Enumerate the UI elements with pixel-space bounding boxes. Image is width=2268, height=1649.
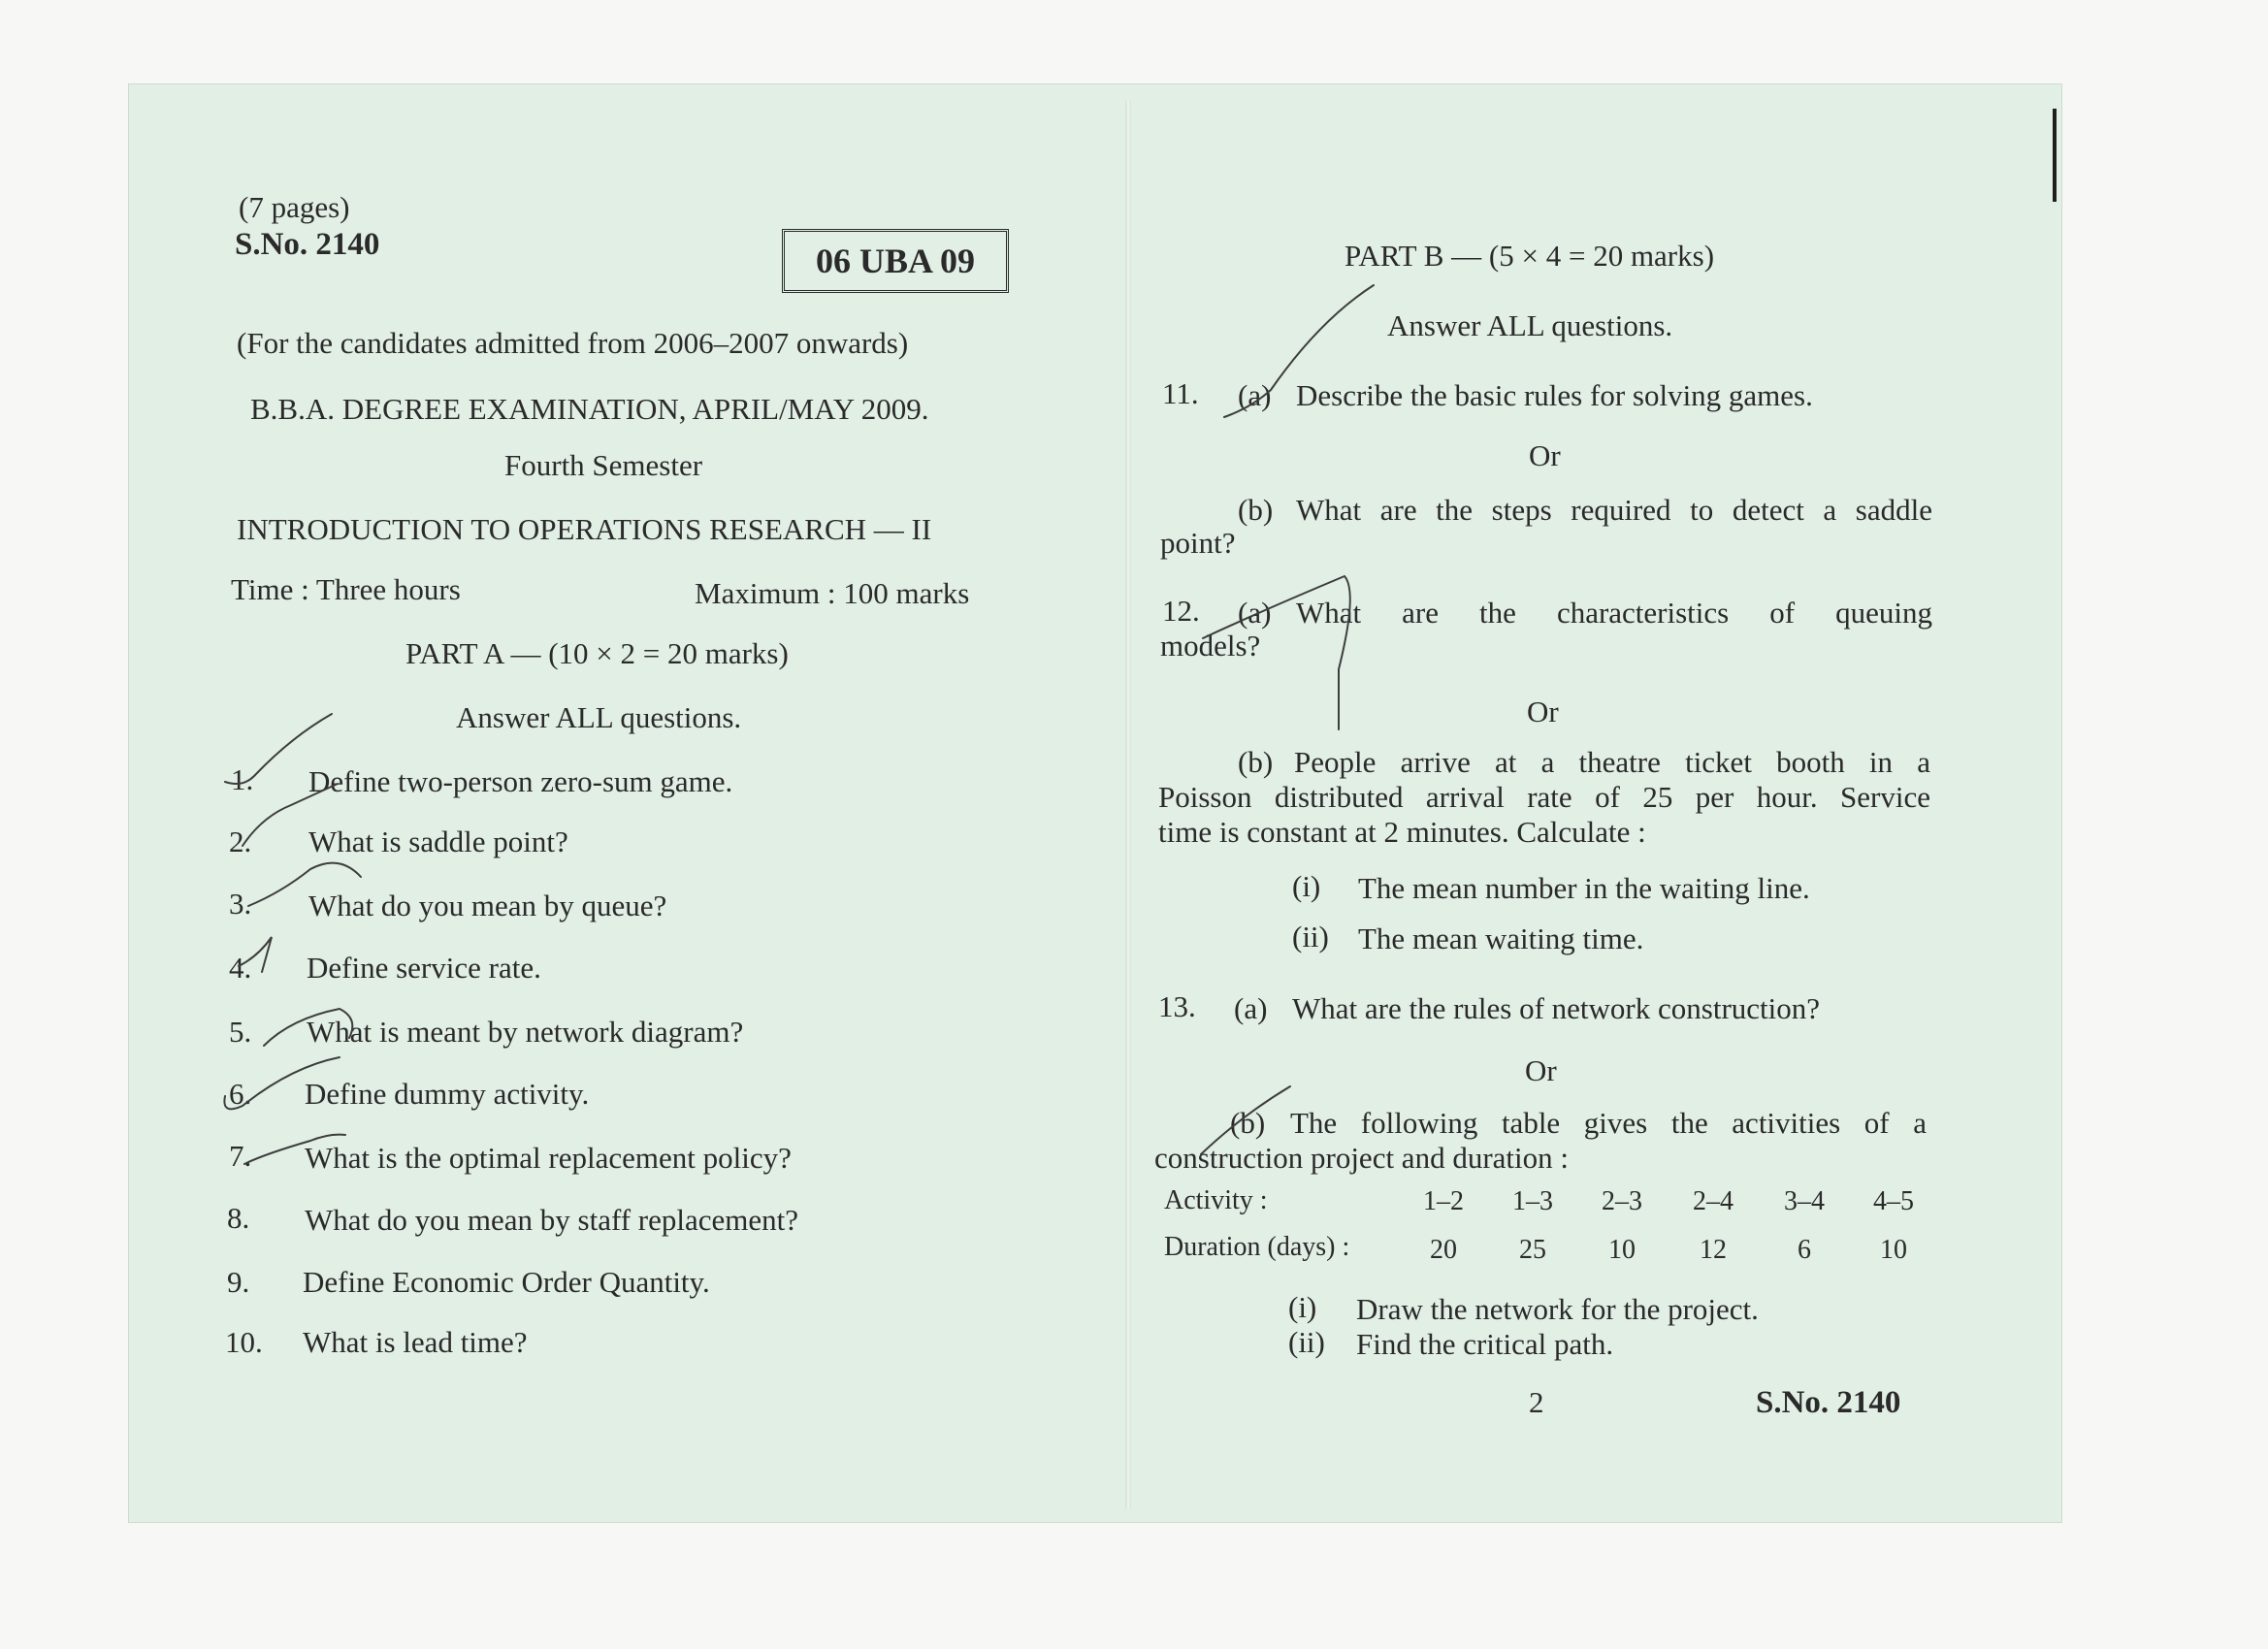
or-separator: Or — [1525, 1053, 1557, 1087]
question-text: Define service rate. — [307, 951, 541, 985]
question-number: 4. — [229, 951, 252, 985]
question-12a-label: (a) — [1238, 596, 1272, 630]
admission-note: (For the candidates admitted from 2006–2007 onwards) — [237, 326, 909, 360]
question-11b-line: What are the steps required to detect a saddle — [1296, 493, 1932, 527]
question-12a-line: models? — [1160, 629, 1261, 663]
table-cell-duration: 20 — [1430, 1235, 1457, 1265]
question-text: What is meant by network diagram? — [307, 1015, 744, 1049]
or-separator: Or — [1529, 438, 1561, 472]
table-cell-activity: 1–3 — [1512, 1186, 1553, 1216]
part-b-title: PART B — (5 × 4 = 20 marks) — [1345, 239, 1715, 273]
question-11a-text: Describe the basic rules for solving games. — [1296, 378, 1813, 412]
question-12a-line: What are the characteristics of queuing — [1296, 596, 1932, 630]
exam-title: B.B.A. DEGREE EXAMINATION, APRIL/MAY 2009. — [250, 392, 929, 426]
question-11b-line: point? — [1160, 526, 1236, 560]
scan-edge-mark — [2053, 109, 2057, 202]
table-cell-duration: 12 — [1700, 1235, 1727, 1265]
semester: Fourth Semester — [504, 448, 703, 482]
question-text: What do you mean by queue? — [308, 889, 667, 922]
question-13-number: 13. — [1158, 989, 1196, 1023]
question-11b-label: (b) — [1238, 493, 1274, 527]
question-12b-subpart-ii: The mean waiting time. — [1358, 922, 1644, 955]
table-cell-duration: 6 — [1798, 1235, 1811, 1265]
table-row-label-activity: Activity : — [1164, 1185, 1268, 1215]
question-11-number: 11. — [1162, 376, 1199, 410]
part-b-instruction: Answer ALL questions. — [1387, 308, 1673, 342]
subpart-ii-label: (ii) — [1292, 920, 1329, 954]
question-number: 2. — [229, 824, 252, 858]
maximum-marks: Maximum : 100 marks — [695, 576, 970, 610]
question-12-number: 12. — [1162, 594, 1200, 628]
page-number: 2 — [1529, 1385, 1544, 1419]
question-text: Define two-person zero-sum game. — [308, 764, 733, 798]
question-number: 6. — [229, 1077, 252, 1111]
question-text: What is lead time? — [303, 1325, 528, 1359]
question-13b-line: construction project and duration : — [1154, 1141, 1569, 1175]
subpart-i-label: (i) — [1292, 869, 1321, 903]
question-13a-label: (a) — [1234, 991, 1268, 1025]
page-count: (7 pages) — [239, 190, 350, 224]
footer-serial-number: S.No. 2140 — [1756, 1385, 1901, 1420]
question-text: What is saddle point? — [308, 824, 568, 858]
serial-number: S.No. 2140 — [235, 227, 380, 262]
table-cell-activity: 2–3 — [1602, 1186, 1642, 1216]
subject-title: INTRODUCTION TO OPERATIONS RESEARCH — II — [237, 512, 932, 546]
subpart-i-label: (i) — [1288, 1290, 1317, 1324]
question-11a-label: (a) — [1238, 378, 1272, 412]
subject-code-box: 06 UBA 09 — [782, 229, 1009, 293]
question-13b-subpart-ii: Find the critical path. — [1356, 1327, 1614, 1361]
question-12b-subpart-i: The mean number in the waiting line. — [1358, 871, 1810, 905]
question-text: Define Economic Order Quantity. — [303, 1265, 710, 1299]
question-number: 8. — [227, 1201, 250, 1235]
question-13b-label: (b) — [1230, 1106, 1266, 1140]
question-text: What is the optimal replacement policy? — [305, 1141, 792, 1175]
question-12b-line: People arrive at a theatre ticket booth in a — [1294, 745, 1930, 779]
question-12b-label: (b) — [1238, 745, 1274, 779]
question-text: What do you mean by staff replacement? — [305, 1203, 799, 1237]
question-number: 7. — [229, 1139, 252, 1173]
table-cell-activity: 2–4 — [1693, 1186, 1733, 1216]
page-fold — [1125, 101, 1131, 1509]
part-a-title: PART A — (10 × 2 = 20 marks) — [405, 636, 789, 670]
question-text: Define dummy activity. — [305, 1077, 590, 1111]
table-cell-activity: 1–2 — [1423, 1186, 1464, 1216]
table-cell-duration: 25 — [1519, 1235, 1546, 1265]
question-12b-line: time is constant at 2 minutes. Calculate : — [1158, 815, 1646, 849]
question-13b-line: The following table gives the activities of a — [1290, 1106, 1927, 1140]
or-separator: Or — [1527, 695, 1559, 728]
table-cell-activity: 4–5 — [1873, 1186, 1914, 1216]
table-row-label-duration: Duration (days) : — [1164, 1232, 1350, 1262]
question-number: 10. — [225, 1325, 263, 1359]
question-13b-subpart-i: Draw the network for the project. — [1356, 1292, 1759, 1326]
question-number: 3. — [229, 887, 252, 921]
question-13a-text: What are the rules of network construction? — [1292, 991, 1821, 1025]
time-allowed: Time : Three hours — [231, 572, 461, 606]
question-number: 1. — [231, 762, 254, 796]
table-cell-duration: 10 — [1880, 1235, 1907, 1265]
table-cell-activity: 3–4 — [1784, 1186, 1825, 1216]
part-a-instruction: Answer ALL questions. — [456, 700, 742, 734]
question-number: 5. — [229, 1015, 252, 1049]
question-number: 9. — [227, 1265, 250, 1299]
table-cell-duration: 10 — [1608, 1235, 1636, 1265]
subpart-ii-label: (ii) — [1288, 1325, 1325, 1359]
question-12b-line: Poisson distributed arrival rate of 25 per hour. Service — [1158, 780, 1930, 814]
